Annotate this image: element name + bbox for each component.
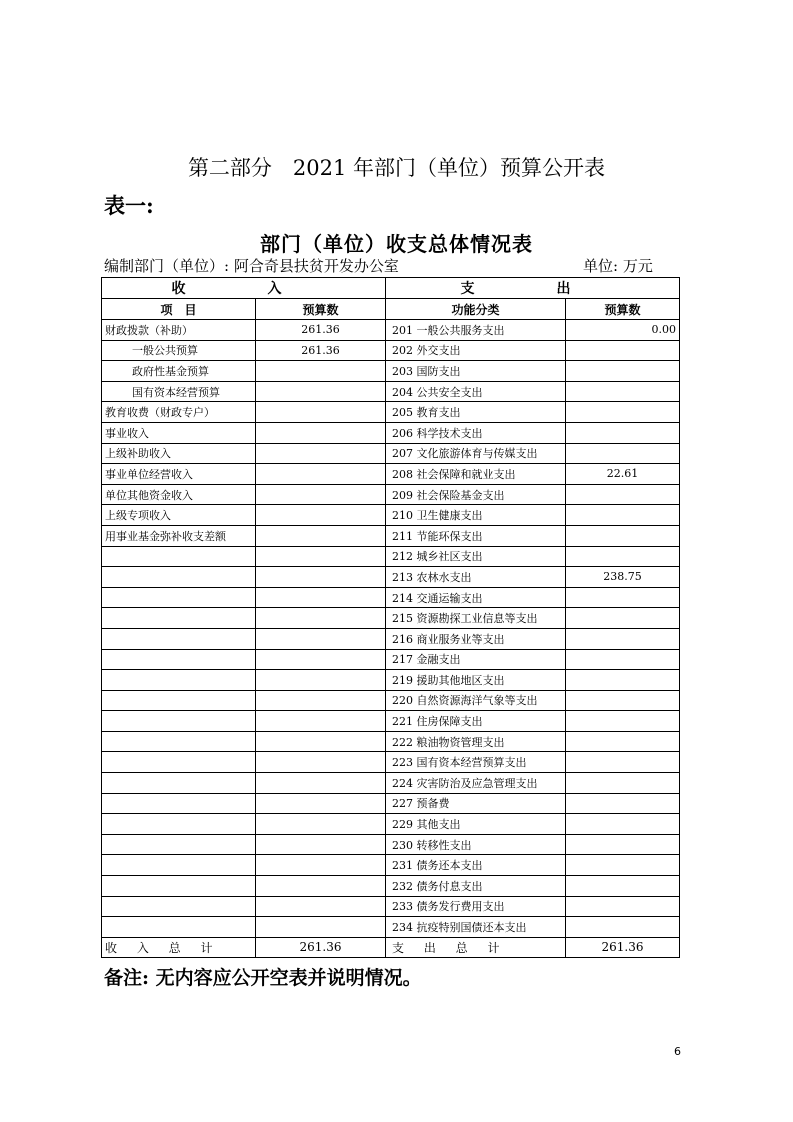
row-amount: [256, 731, 386, 752]
row-item: [102, 896, 256, 917]
row-item: [102, 690, 256, 711]
row-amount: [256, 773, 386, 794]
table-row: [102, 896, 680, 917]
org-label: 编制部门（单位）: 阿合奇县扶贫开发办公室: [104, 257, 399, 275]
row-func-amount: 238.75: [566, 567, 680, 588]
row-func: 213 农林水支出: [386, 567, 566, 588]
row-amount: [256, 361, 386, 382]
row-func: 212 城乡社区支出: [386, 546, 566, 567]
row-amount: [256, 608, 386, 629]
table-row: [102, 876, 680, 897]
row-item: [102, 587, 256, 608]
row-func: 231 债务还本支出: [386, 855, 566, 876]
row-amount: [256, 793, 386, 814]
table-row: [102, 690, 680, 711]
row-func-amount: [566, 917, 680, 938]
table-row: [102, 628, 680, 649]
table-row: [102, 361, 680, 382]
row-item: [102, 793, 256, 814]
row-item: 事业单位经营收入: [102, 464, 256, 485]
row-func-amount: [566, 361, 680, 382]
row-func: 211 节能环保支出: [386, 525, 566, 546]
row-func-amount: 22.61: [566, 464, 680, 485]
row-func: 215 资源勘探工业信息等支出: [386, 608, 566, 629]
table-row: [102, 546, 680, 567]
row-amount: [256, 381, 386, 402]
row-func: 229 其他支出: [386, 814, 566, 835]
header-row: [102, 299, 680, 320]
table-row: [102, 340, 680, 361]
row-amount: [256, 567, 386, 588]
row-func-amount: [566, 381, 680, 402]
budget-table: [101, 277, 680, 958]
row-amount: 261.36: [256, 340, 386, 361]
row-func-amount: [566, 834, 680, 855]
table-row: [102, 670, 680, 691]
row-amount: [256, 464, 386, 485]
unit-label: 单位: 万元: [583, 257, 653, 275]
row-item: 政府性基金预算: [102, 361, 256, 382]
row-func-amount: [566, 690, 680, 711]
row-func: 210 卫生健康支出: [386, 505, 566, 526]
row-amount: [256, 505, 386, 526]
row-item: 上级补助收入: [102, 443, 256, 464]
row-func-amount: [566, 546, 680, 567]
row-func: 223 国有资本经营预算支出: [386, 752, 566, 773]
row-amount: [256, 546, 386, 567]
row-item: 教育收费（财政专户）: [102, 402, 256, 423]
row-amount: [256, 690, 386, 711]
row-item: [102, 834, 256, 855]
table-row: [102, 773, 680, 794]
row-func: 234 抗疫特别国债还本支出: [386, 917, 566, 938]
row-item: [102, 917, 256, 938]
row-func: 214 交通运输支出: [386, 587, 566, 608]
total-income-label: 收 入 总 计: [102, 937, 256, 957]
row-func-amount: [566, 731, 680, 752]
row-func-amount: [566, 340, 680, 361]
row-func: 233 债务发行费用支出: [386, 896, 566, 917]
row-item: [102, 628, 256, 649]
row-amount: [256, 422, 386, 443]
row-amount: [256, 525, 386, 546]
row-func-amount: [566, 793, 680, 814]
row-func: 216 商业服务业等支出: [386, 628, 566, 649]
band-income: 收 入: [102, 278, 386, 299]
table-title: 部门（单位）收支总体情况表: [260, 232, 533, 256]
row-func: 203 国防支出: [386, 361, 566, 382]
table-row: [102, 525, 680, 546]
row-func-amount: [566, 525, 680, 546]
table-row: [102, 731, 680, 752]
row-amount: [256, 876, 386, 897]
row-item: [102, 814, 256, 835]
row-item: [102, 670, 256, 691]
row-func: 202 外交支出: [386, 340, 566, 361]
row-func-amount: [566, 814, 680, 835]
row-amount: [256, 443, 386, 464]
table-row: [102, 422, 680, 443]
row-item: [102, 752, 256, 773]
row-func: 232 债务付息支出: [386, 876, 566, 897]
row-item: [102, 711, 256, 732]
row-func: 220 自然资源海洋气象等支出: [386, 690, 566, 711]
row-amount: [256, 670, 386, 691]
row-func: 208 社会保障和就业支出: [386, 464, 566, 485]
row-amount: [256, 752, 386, 773]
row-func: 209 社会保险基金支出: [386, 484, 566, 505]
row-func: 205 教育支出: [386, 402, 566, 423]
row-func-amount: [566, 896, 680, 917]
table-row: [102, 443, 680, 464]
row-func-amount: [566, 443, 680, 464]
row-amount: [256, 834, 386, 855]
table-row: [102, 484, 680, 505]
row-amount: [256, 628, 386, 649]
table-row: [102, 834, 680, 855]
table-row: [102, 917, 680, 938]
row-func: 204 公共安全支出: [386, 381, 566, 402]
row-item: [102, 608, 256, 629]
table-row: [102, 402, 680, 423]
table-row: [102, 793, 680, 814]
row-amount: [256, 896, 386, 917]
row-func: 219 援助其他地区支出: [386, 670, 566, 691]
band-row: [102, 278, 680, 299]
row-amount: [256, 711, 386, 732]
row-func: 201 一般公共服务支出: [386, 320, 566, 341]
row-item: [102, 731, 256, 752]
row-amount: [256, 649, 386, 670]
row-item: 财政拨款（补助）: [102, 320, 256, 341]
row-func-amount: [566, 649, 680, 670]
row-item: [102, 546, 256, 567]
table-row: [102, 608, 680, 629]
row-item: 一般公共预算: [102, 340, 256, 361]
table-row: [102, 381, 680, 402]
row-item: [102, 876, 256, 897]
total-income-amount: 261.36: [256, 937, 386, 957]
row-amount: [256, 814, 386, 835]
row-func-amount: [566, 773, 680, 794]
row-item: 事业收入: [102, 422, 256, 443]
table-row: [102, 752, 680, 773]
row-item: 用事业基金弥补收支差额: [102, 525, 256, 546]
col-header-amount: 预算数: [256, 299, 386, 320]
row-amount: [256, 402, 386, 423]
row-func: 206 科学技术支出: [386, 422, 566, 443]
row-amount: [256, 855, 386, 876]
row-func-amount: [566, 587, 680, 608]
row-func-amount: [566, 422, 680, 443]
row-amount: [256, 484, 386, 505]
row-func-amount: [566, 876, 680, 897]
table-number: 表一:: [104, 193, 154, 218]
page-number: 6: [674, 1045, 681, 1058]
table-row: [102, 587, 680, 608]
total-expense-amount: 261.36: [566, 937, 680, 957]
col-header-item: 项 目: [102, 299, 256, 320]
row-func-amount: [566, 402, 680, 423]
col-header-func: 功能分类: [386, 299, 566, 320]
band-expense: 支 出: [386, 278, 680, 299]
row-func: 207 文化旅游体育与传媒支出: [386, 443, 566, 464]
row-func-amount: [566, 711, 680, 732]
row-item: [102, 773, 256, 794]
table-row: [102, 567, 680, 588]
row-func: 217 金融支出: [386, 649, 566, 670]
row-func-amount: [566, 484, 680, 505]
row-item: [102, 855, 256, 876]
row-item: 上级专项收入: [102, 505, 256, 526]
row-func: 227 预备费: [386, 793, 566, 814]
row-func-amount: [566, 855, 680, 876]
part-title: 第二部分 2021 年部门（单位）预算公开表: [187, 156, 606, 180]
row-amount: 261.36: [256, 320, 386, 341]
row-func: 224 灾害防治及应急管理支出: [386, 773, 566, 794]
col-header-func-amount: 预算数: [566, 299, 680, 320]
row-amount: [256, 587, 386, 608]
row-item: 单位其他资金收入: [102, 484, 256, 505]
row-func-amount: [566, 752, 680, 773]
table-row: [102, 649, 680, 670]
table-row: [102, 320, 680, 341]
row-func: 222 粮油物资管理支出: [386, 731, 566, 752]
row-func: 221 住房保障支出: [386, 711, 566, 732]
table-row: [102, 464, 680, 485]
row-func-amount: [566, 670, 680, 691]
row-amount: [256, 917, 386, 938]
total-expense-label: 支 出 总 计: [386, 937, 566, 957]
row-func: 230 转移性支出: [386, 834, 566, 855]
table-row: [102, 711, 680, 732]
remark: 备注: 无内容应公开空表并说明情况。: [104, 967, 422, 989]
row-func-amount: [566, 608, 680, 629]
table-row: [102, 855, 680, 876]
row-item: 国有资本经营预算: [102, 381, 256, 402]
row-func-amount: [566, 505, 680, 526]
row-item: [102, 649, 256, 670]
row-func-amount: [566, 628, 680, 649]
table-row: [102, 814, 680, 835]
table-row: [102, 505, 680, 526]
row-func-amount: 0.00: [566, 320, 680, 341]
row-item: [102, 567, 256, 588]
total-row: [102, 937, 680, 957]
